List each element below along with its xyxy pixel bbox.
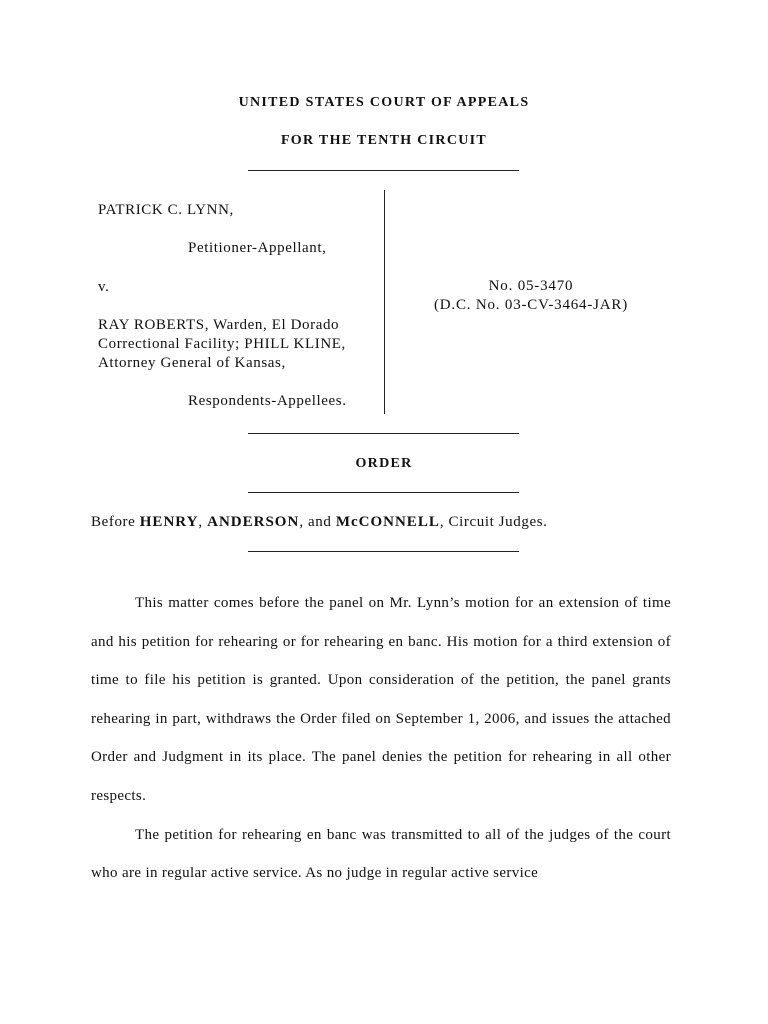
- caption-rule: [248, 433, 519, 434]
- before-prefix: Before: [91, 514, 140, 530]
- panel-suffix: , Circuit Judges.: [439, 514, 548, 530]
- judge-anderson: ANDERSON: [207, 514, 300, 530]
- respondents-line-1: RAY ROBERTS, Warden, El Dorado: [98, 317, 340, 333]
- petitioner-role: Petitioner-Appellant,: [188, 240, 327, 256]
- separator-1: ,: [198, 514, 208, 530]
- panel-rule: [248, 551, 519, 552]
- paragraph-2: The petition for rehearing en banc was transmitted to all of the judges of the court who are in regular active service. As no judge in regular active service: [91, 826, 671, 882]
- panel-line: [91, 514, 548, 531]
- order-title: ORDER: [355, 456, 413, 471]
- respondents-line-3: Attorney General of Kansas,: [98, 355, 286, 371]
- order-body: [91, 584, 671, 893]
- judge-henry: HENRY: [139, 514, 199, 530]
- versus-label: v.: [98, 279, 110, 295]
- caption-divider: [384, 190, 385, 414]
- header-rule: [248, 170, 519, 171]
- case-number: No. 05-3470: [488, 278, 574, 294]
- judge-mcconnell: McCONNELL: [335, 514, 440, 530]
- separator-2: , and: [299, 514, 336, 530]
- petitioner-name: PATRICK C. LYNN,: [98, 202, 234, 218]
- court-name: UNITED STATES COURT OF APPEALS: [238, 95, 530, 110]
- respondents-line-2: Correctional Facility; PHILL KLINE,: [98, 336, 346, 352]
- district-court-number: (D.C. No. 03-CV-3464-JAR): [433, 297, 629, 313]
- respondents-role: Respondents-Appellees.: [188, 393, 347, 409]
- order-rule: [248, 492, 519, 493]
- circuit-name: FOR THE TENTH CIRCUIT: [280, 133, 488, 148]
- paragraph-1: This matter comes before the panel on Mr. Lynn’s motion for an extension of time and his petition for rehearing or for rehearing en banc. His motion for a third extension of time to file his petition is granted. Upon consideration of the petition, the panel grants rehearing in part, withdraws the Order filed on September 1, 2006, and issues the attached Order and Judgment in its place. The panel denies the petition for rehearing in all other respects.: [91, 595, 671, 804]
